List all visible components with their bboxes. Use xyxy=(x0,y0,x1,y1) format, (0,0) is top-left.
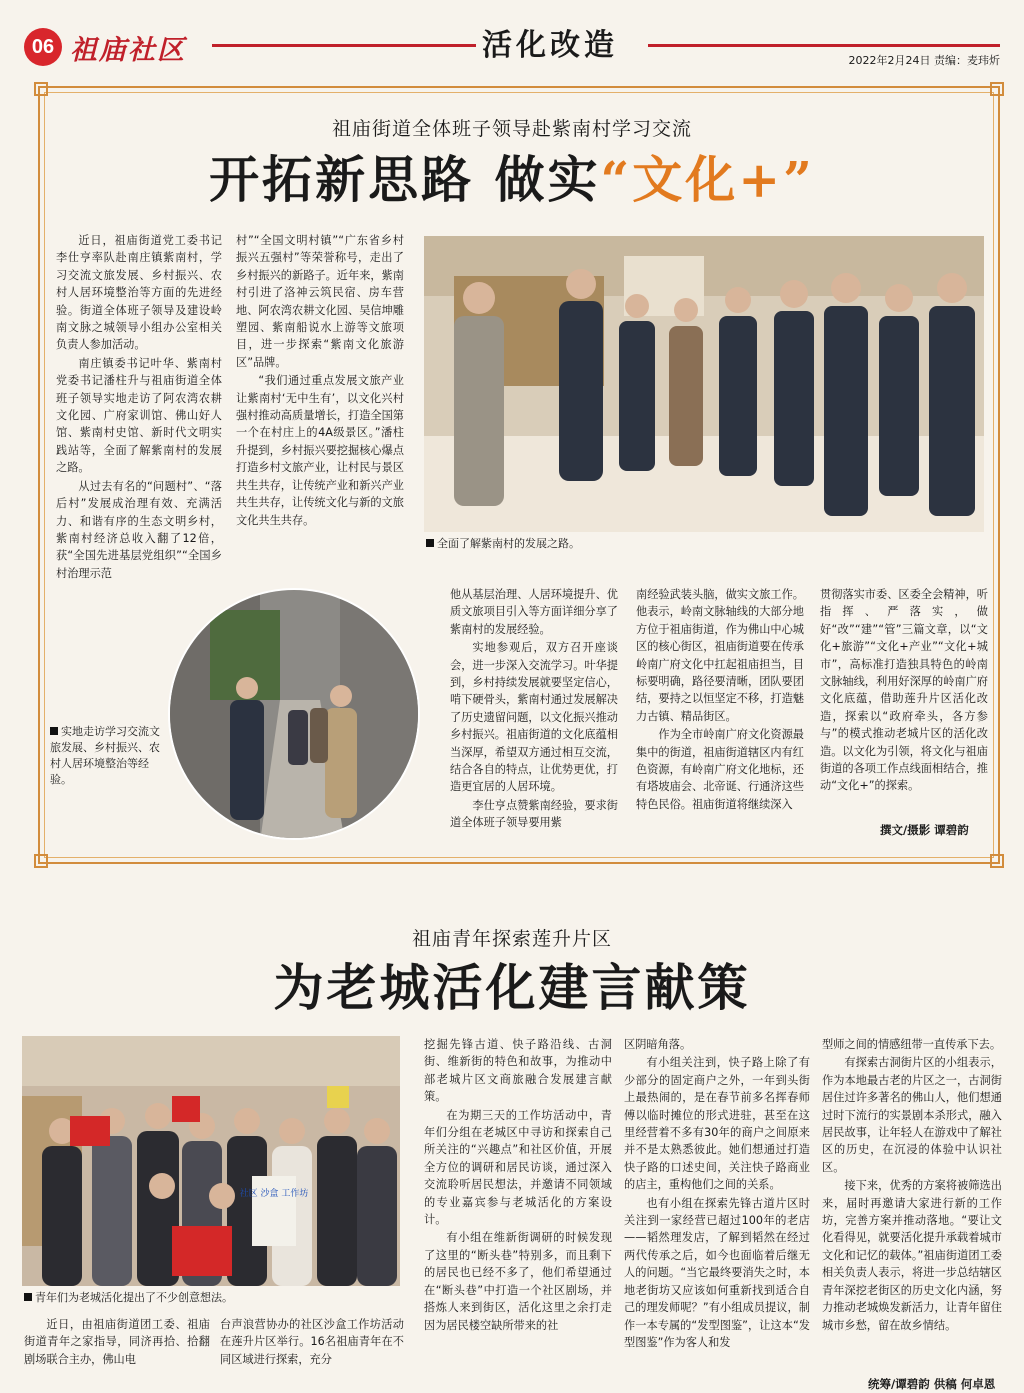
headline-main: 开拓新思路 做实 xyxy=(209,150,601,209)
paragraph: 有探索古洞街片区的小组表示，作为本地最古老的片区之一，古洞街居住过许多著名的佛山人，他们想通过时下流行的实景剧本杀形式，融入居民故事，让年轻人在游戏中了解社区的历史，在沉浸的体验中认识社区。 xyxy=(822,1056,1002,1174)
paragraph: 南经验武装头脑，做实文旅工作。他表示，岭南文脉轴线的大部分地方位于祖庙街道，作为佛山中心城区的核心街区，祖庙街道要在传承岭南广府文化中扛起祖庙担当，目标要明确，路径要清晰，团队要团结，要持之以恒坚定不移，打造魅力古镇、精品街区。 xyxy=(636,588,804,723)
caption-text: 青年们为老城活化提出了不少创意想法。 xyxy=(35,1291,233,1304)
headline-accent: “文化+” xyxy=(600,150,815,209)
paragraph: 村”“全国文明村镇”“广东省乡村振兴五强村”等荣誉称号，走出了乡村振兴的新路子。近年来，紫南村引进了洛神云筑民宿、房车营地、阿农湾农耕文化园、吴信坤雕塑园、紫南船说水上游等文旅项目，进一步探索“紫南文化旅游区”品牌。 xyxy=(236,234,404,369)
article1-col1 xyxy=(56,232,222,583)
paragraph: 他从基层治理、人居环境提升、优质文旅项目引入等方面详细分享了紫南村的发展经验。 xyxy=(450,588,618,636)
paragraph: 也有小组在探索先锋古道片区时关注到一家经营已超过100年的老店——韬然理发店，了解到韬然在经过两代传承之后，如今也面临着后继无人的问题。“当它最终要消失之时，本地老街坊又应该如何重新找到适合自己的理发师呢？”有小组成员提议，制作一本专属的“发型图鉴”，让这本“发型图鉴”作为客人和发 xyxy=(624,1196,810,1349)
paragraph: 有小组在维新街调研的时候发现了这里的“断头巷”特别多，而且剩下的居民也已经不多了，他们希望通过在“断头巷”中打造一个社区剧场，并搭炼人来到街区，活化这里之余打走因为居民楼空缺所带来的社 xyxy=(424,1231,612,1332)
paragraph: 有小组关注到，快子路上除了有少部分的固定商户之外，一年到头街上最热闹的，是在春节前多名挥春师傅以临时摊位的形式进驻，甚至在这里经营着不多有30年的商户之间原来并不是太熟悉彼此。她们想通过打造快子路的口述史间，关注快子路商业的店主，重构他们之间的关系。 xyxy=(624,1056,810,1192)
paragraph: 作为全市岭南广府文化资源最集中的街道，祖庙街道辖区内有红色资源，有岭南广府文化地标，还有塔坡庙会、北帝诞、行通济这些特色民俗。祖庙街道将继续深入 xyxy=(636,728,804,811)
article2-headline: 为老城活化建言献策 xyxy=(273,958,751,1017)
caption-top-photo xyxy=(426,536,726,552)
paragraph: 南庄镇委书记叶华、紫南村党委书记潘柱升与祖庙街道全体班子领导实地走访了阿农湾农耕文化园、广府家训馆、佛山好人馆、紫南村史馆、新时代文明实践站等，全面了解紫南村的发展之路。 xyxy=(56,356,222,475)
caption-marker xyxy=(24,1293,32,1301)
photo-youth-group xyxy=(22,1036,400,1286)
page-number: 06 xyxy=(24,28,62,66)
frame-corner-ornament xyxy=(990,82,1004,96)
paragraph: 挖掘先锋古道、快子路沿线、古洞街、维新街的特色和故事，为推动中部老城片区文商旅融合发展建言献策。 xyxy=(424,1038,612,1104)
column-name: 祖庙社区 xyxy=(70,35,186,66)
page-header xyxy=(0,0,1024,70)
article1-headline xyxy=(0,140,1024,212)
article1-col4 xyxy=(636,586,804,814)
caption-circle-photo xyxy=(50,724,164,788)
paragraph: 台声浪营协办的社区沙盒工作坊活动在莲升片区举行。16名祖庙青年在不同区域进行探索，充分 xyxy=(220,1318,404,1366)
article2-kicker: 祖庙青年探索莲升片区 xyxy=(411,928,612,950)
paragraph: 近日，祖庙街道党工委书记李仕亨率队赴南庄镇紫南村，学习交流文旅发展、乡村振兴、农村人居环境整治等方面的先进经验。街道全体班子领导及建设岭南文脉之城领导小组办公室相关负责人参加活动。 xyxy=(56,234,222,352)
header-rule-right xyxy=(648,44,1000,47)
article2-col2 xyxy=(220,1316,404,1369)
photo-group-tour xyxy=(424,236,984,532)
date-editor: 2022年2月24日 责编：麦玮炘 xyxy=(848,54,1000,67)
article2-col3 xyxy=(424,1036,612,1335)
article2-col1 xyxy=(24,1316,210,1369)
paragraph: 李仕亨点赞紫南经验，要求街道全体班子领导要用紫 xyxy=(450,798,618,830)
paragraph: 区阴暗角落。 xyxy=(624,1038,692,1051)
paragraph: 在为期三天的工作坊活动中，青年们分组在老城区中寻访和探索自己所关注的“兴趣点”和社区价值，开展全方位的调研和居民访谈，通过深入交流聆听居民想法，并邀请不同领域的专业嘉宾参与老城活化的方案设计。 xyxy=(424,1108,612,1227)
paragraph: 近日，由祖庙街道团工委、祖庙街道青年之家指导，同济再拾、拾翻剧场联合主办，佛山电 xyxy=(24,1318,210,1366)
article1-col2 xyxy=(236,232,404,530)
sign-text: 社区 沙盒 工作坊 xyxy=(239,1189,309,1199)
paragraph: 型师之间的情感纽带一直传承下去。 xyxy=(822,1038,1002,1051)
frame-corner-ornament xyxy=(34,854,48,868)
caption-marker xyxy=(426,539,434,547)
article2-byline: 统筹/谭碧韵 供稿 何卓恩 xyxy=(868,1377,996,1391)
caption-text: 全面了解紫南村的发展之路。 xyxy=(437,537,580,550)
article2-col5 xyxy=(822,1036,1002,1335)
article2-col4 xyxy=(624,1036,810,1352)
photo-alley-walk xyxy=(168,588,420,840)
frame-corner-ornament xyxy=(990,854,1004,868)
article1-col3 xyxy=(450,586,618,833)
section-title: 活化改造 xyxy=(482,28,618,63)
frame-corner-ornament xyxy=(34,82,48,96)
caption-text: 实地走访学习交流文旅发展、乡村振兴、农村人居环境整治等经验。 xyxy=(50,725,160,786)
article1-byline: 撰文/摄影 谭碧韵 xyxy=(880,823,969,837)
paragraph: 贯彻落实市委、区委全会精神，听指挥、严落实，做好“改”“建”“管”三篇文章，以“文化+旅游”“文化+产业”“文化+城市”，高标准打造独具特色的岭南文脉轴线，利用好深厚的岭南广府文化底蕴，借助莲升片区活化改造，探索以“政府牵头，各方参与”的模式推动老城片区的活化改造。以文化为引领，将文化与祖庙街道的各项工作点线面相结合，推动“文化+”的探索。 xyxy=(820,588,988,793)
caption-youth-photo xyxy=(24,1290,400,1306)
article1-kicker: 祖庙街道全体班子领导赴紫南村学习交流 xyxy=(331,118,692,140)
article1-col5 xyxy=(820,586,988,796)
header-rule-left xyxy=(212,44,476,47)
paragraph: 实地参观后，双方召开座谈会，进一步深入交流学习。叶华提到，乡村持续发展就要坚定信心，啃下硬骨头，紫南村通过发展解决了历史遗留问题，以文化振兴推动乡村振兴。祖庙街道的文化底蕴相当深厚，希望双方通过相互交流，结合各自的特点，让优势更优，打造更宜居的人居环境。 xyxy=(450,641,618,794)
paragraph: 接下来，优秀的方案将被筛选出来，届时再邀请大家进行新的工作坊，完善方案并推动落地。“要让文化看得见，就要活化提升承载着城市文化和记忆的载体。”祖庙街道团工委相关负责人表示，将进一步总结辖区青年深挖老街区的历史文化内涵，努力推动老城焕发新活力，让青年留住城市乡愁，留在故乡情结。 xyxy=(822,1179,1002,1332)
paragraph: “我们通过重点发展文旅产业让紫南村‘无中生有’，以文化兴村强村推动高质量增长，打造全国第一个在村庄上的4A级景区。”潘柱升提到，乡村振兴要挖掘核心爆点打造乡村文旅产业，让村民与景区共生共存，让传统产业和新兴产业共生共存，让传统文化与新的文旅文化共生共存。 xyxy=(236,374,404,527)
caption-marker xyxy=(50,727,58,735)
paragraph: 从过去有名的“问题村”、“落后村”发展成治理有效、充满活力、和谐有序的生态文明乡村，紫南村经济总收入翻了12倍，获“全国先进基层党组织”“全国乡村治理示范 xyxy=(56,479,222,580)
